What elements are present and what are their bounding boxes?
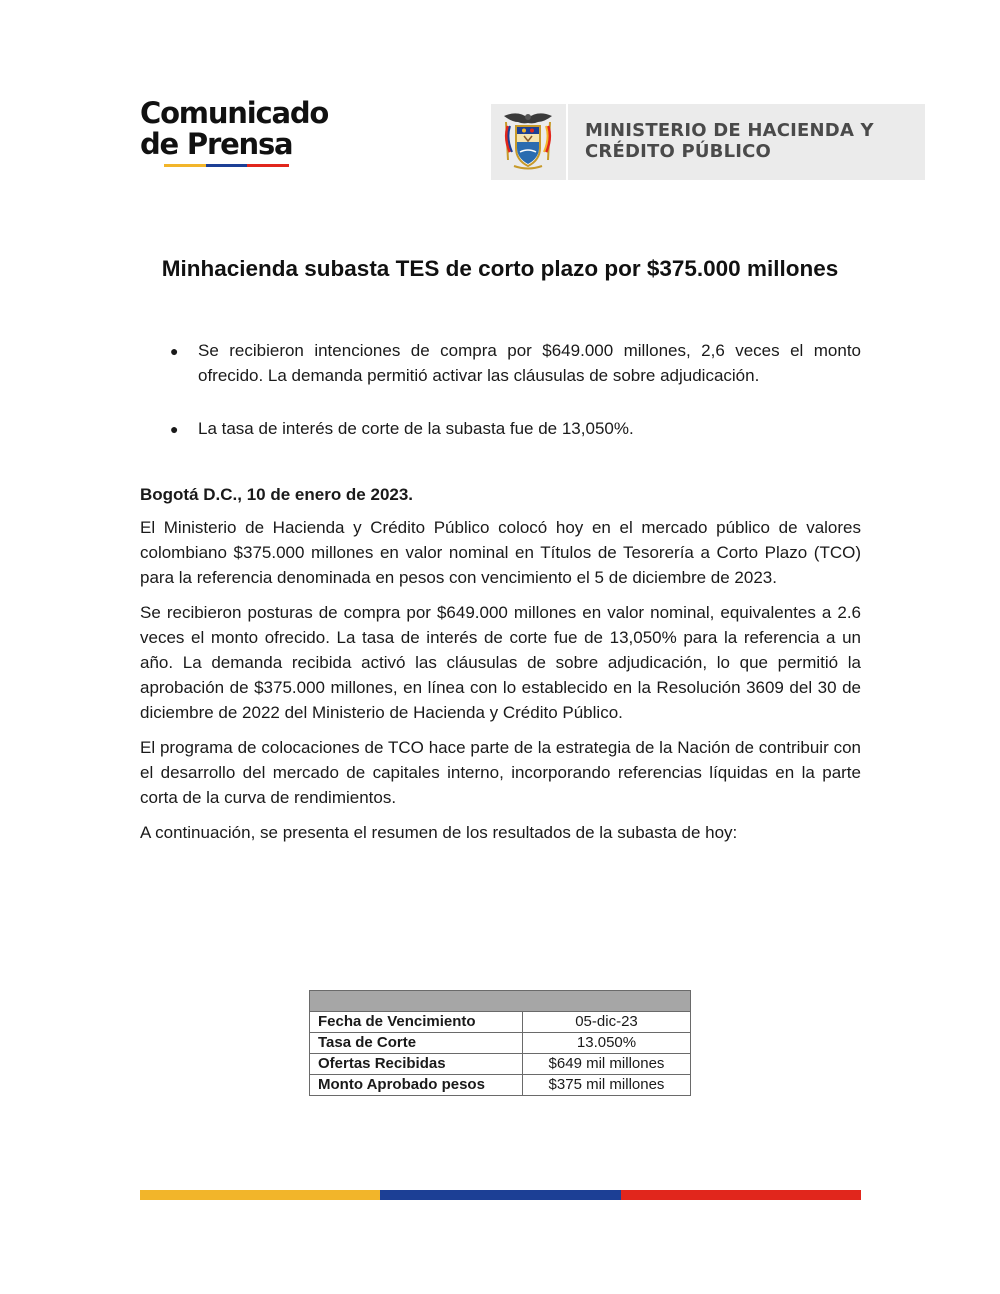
table-header-cell — [310, 991, 691, 1012]
ministry-name-line-1: MINISTERIO DE HACIENDA Y — [585, 120, 874, 141]
colombia-coat-of-arms-icon — [500, 108, 556, 172]
ministry-name-line-2: CRÉDITO PÚBLICO — [585, 141, 772, 162]
table-header-row — [310, 991, 691, 1012]
press-release-logo — [140, 98, 328, 160]
row-value: 13.050% — [523, 1033, 691, 1054]
row-label: Tasa de Corte — [310, 1033, 523, 1054]
row-label: Monto Aprobado pesos — [310, 1075, 523, 1096]
body-paragraph: El Ministerio de Hacienda y Crédito Público colocó hoy en el mercado público de valores colombiano $375.000 millones en valor nominal en Títulos de Tesorería a Corto Plazo (TCO) para la referencia denominada en pesos con vencimiento el 5 de diciembre de 2023. — [140, 518, 861, 587]
highlight-item — [170, 338, 861, 388]
row-value: 05-dic-23 — [523, 1012, 691, 1033]
highlight-text: Se recibieron intenciones de compra por $649.000 millones, 2,6 veces el monto ofrecido. La demanda permitió activar las cláusulas de sobre adjudicación. — [198, 341, 861, 385]
ministry-logo-divider — [566, 104, 568, 180]
highlight-item — [170, 416, 861, 441]
body-paragraph: Se recibieron posturas de compra por $649.000 millones en valor nominal, equivalentes a 2.6 veces el monto ofrecido. La tasa de interés de corte fue de 13,050% para la referencia a un año. La demanda recibida activó las cláusulas de sobre adjudicación, lo que permitió la aprobación de $375.000 millones, en línea con lo establecido en la Resolución 3609 del 30 de diciembre de 2022 del Ministerio de Hacienda y Crédito Público. — [140, 603, 861, 722]
highlight-text: La tasa de interés de corte de la subasta fue de 13,050%. — [198, 419, 634, 438]
footer-tricolor-bar — [140, 1190, 861, 1200]
table-row — [310, 1033, 691, 1054]
dateline: Bogotá D.C., 10 de enero de 2023. — [140, 485, 414, 504]
ministry-name — [585, 120, 874, 162]
page-title: Minhacienda subasta TES de corto plazo por $375.000 millones — [161, 256, 839, 281]
body-paragraph: A continuación, se presenta el resumen de los resultados de la subasta de hoy: — [140, 823, 738, 842]
brand-line-1: Comunicado — [140, 96, 329, 130]
bullet-icon: ● — [170, 421, 179, 437]
bullet-icon: ● — [170, 343, 179, 359]
table-row — [310, 1012, 691, 1033]
press-release-body — [140, 482, 861, 855]
body-paragraph: El programa de colocaciones de TCO hace parte de la estrategia de la Nación de contribuir con el desarrollo del mercado de capitales interno, incorporando referencias líquidas en la parte corta de la curva de rendimientos. — [140, 738, 861, 807]
row-value: $649 mil millones — [523, 1054, 691, 1075]
brand-tricolor-bar — [164, 164, 289, 167]
table-row — [310, 1075, 691, 1096]
row-value: $375 mil millones — [523, 1075, 691, 1096]
table-row — [310, 1054, 691, 1075]
row-label: Ofertas Recibidas — [310, 1054, 523, 1075]
row-label: Fecha de Vencimiento — [310, 1012, 523, 1033]
auction-results-table — [309, 990, 691, 1096]
highlights-list — [170, 338, 861, 441]
brand-line-2: de Prensa — [140, 127, 293, 161]
